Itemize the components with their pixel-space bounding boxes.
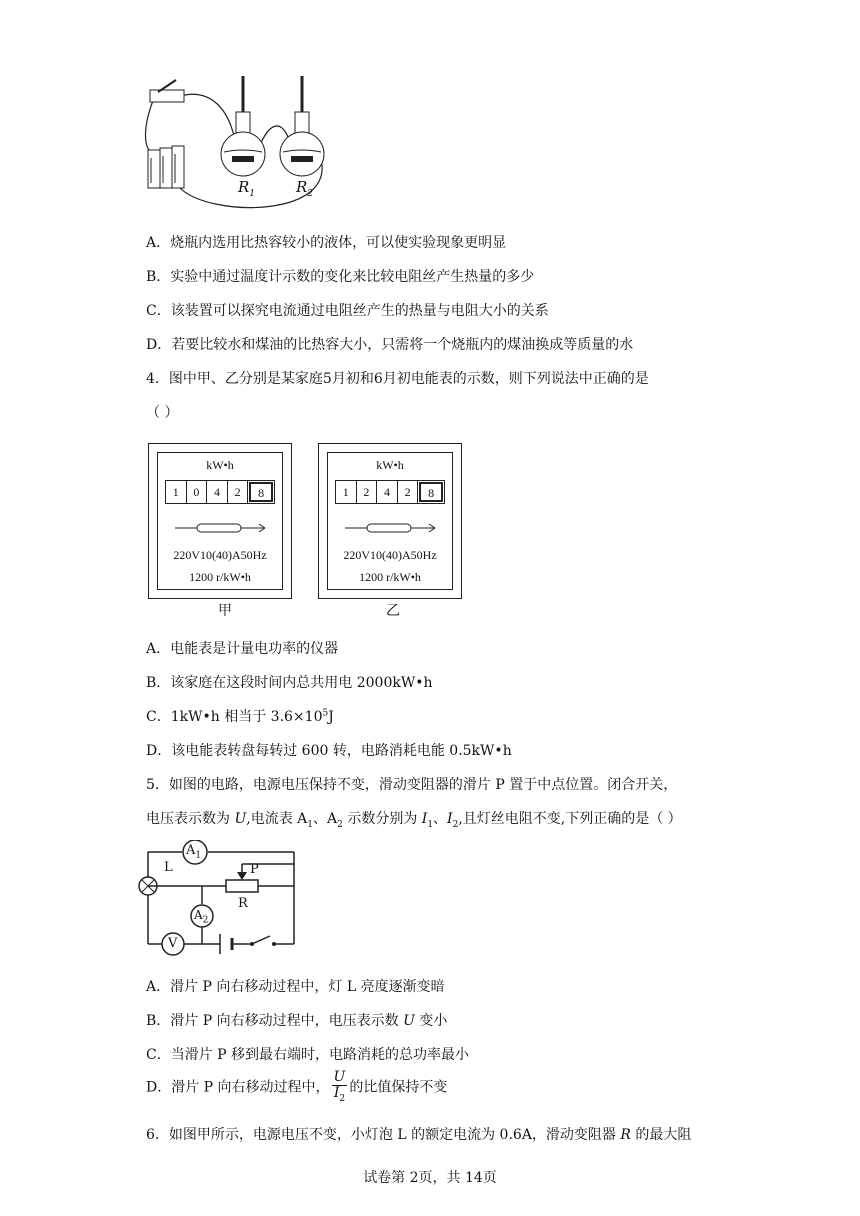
q5-option-d: D．滑片 P 向右移动过程中， $\frac{U}{I_2}$ 的比值保持不变 [146,1069,448,1105]
meter-digit-decimal: 8 [249,482,273,502]
circuit-diagram [138,840,304,960]
q4-stem: 4．图中甲、乙分别是某家庭5月初和6月初电能表的示数，则下列说法中正确的是 [146,371,649,387]
r2-label: $R_2$ [296,178,314,199]
meter-jia-spec: 220V10(40)A50Hz [173,548,267,562]
meter-jia [148,443,292,599]
meter-jia-caption: 甲 [218,603,232,619]
meter-yi-unit: kW•h [376,458,404,472]
q4-option-a: A．电能表是计量电功率的仪器 [146,641,339,657]
circuit-voltmeter-label: V [168,936,178,951]
meter-disc-icon [345,522,435,534]
u-over-i2-fraction: $\frac{U}{I_2}$ [333,1069,346,1105]
circuit-rheostat-label: R [238,896,248,911]
q5-option-a: A．滑片 P 向右移动过程中，灯 L 亮度逐渐变暗 [146,979,445,995]
meter-yi [318,443,462,599]
q3-option-d: D．若要比较水和煤油的比热容大小，只需将一个烧瓶内的煤油换成等质量的水 [146,337,634,353]
page-footer: 试卷第 2页，共 14页 [363,1170,497,1186]
meter-digit: 2 [357,481,378,503]
circuit-lamp-label: L [164,860,173,875]
meter-digit: 2 [398,481,419,503]
meter-digit: 0 [187,481,208,503]
meter-digit: 2 [228,481,249,503]
q4-answer-paren: （ ） [146,405,179,421]
q3-option-a: A．烧瓶内选用比热容较小的液体，可以使实验现象更明显 [146,235,507,251]
meter-disc-icon [175,522,265,534]
meter-yi-rev: 1200 r/kW•h [359,570,421,584]
meter-digit: 4 [377,481,398,503]
q5-option-b: B．滑片 P 向右移动过程中，电压表示数 U 变小 [146,1013,448,1029]
q4-option-b: B．该家庭在这段时间内总共用电 2000kW•h [146,675,433,691]
circuit-a2-label: $A_2$ [194,908,209,926]
r1-label: $R_1$ [238,178,256,199]
q5-stem-line2: 电压表示数为 U,电流表 $A_1$、$A_2$ 示数分别为 $I_1$、$I_2$,且灯丝电阻不变,下列正确的是（ ） [146,811,682,830]
q4-option-c: C．1kW•h 相当于 $3.6\times 10^5J$ [146,708,334,725]
q5-option-c: C．当滑片 P 移到最右端时，电路消耗的总功率最小 [146,1047,470,1063]
meter-digit: 1 [166,481,187,503]
q3-option-b: B．实验中通过温度计示数的变化来比较电阻丝产生热量的多少 [146,269,535,285]
meter-jia-unit: kW•h [206,458,234,472]
q5-stem-line1: 5．如图的电路，电源电压保持不变，滑动变阻器的滑片 P 置于中点位置。闭合开关， [146,777,678,793]
meter-digit: 1 [336,481,357,503]
meter-jia-rev: 1200 r/kW•h [189,570,251,584]
meter-yi-digits [335,480,445,504]
meter-digit: 4 [207,481,228,503]
meter-digit-decimal: 8 [419,482,443,502]
circuit-a1-label: $A_1$ [186,843,202,861]
meter-jia-digits [165,480,275,504]
q6-stem: 6．如图甲所示，电源电压不变，小灯泡 L 的额定电流为 0.6A，滑动变阻器 R 的最大阻 [146,1127,692,1143]
meter-yi-caption: 乙 [386,603,400,619]
circuit-slider-label: P [250,862,259,877]
q4-option-d: D．该电能表转盘每转过 600 转，电路消耗电能 0.5kW•h [146,743,512,759]
q3-option-c: C．该装置可以探究电流通过电阻丝产生的热量与电阻大小的关系 [146,303,549,319]
meter-yi-spec: 220V10(40)A50Hz [343,548,437,562]
